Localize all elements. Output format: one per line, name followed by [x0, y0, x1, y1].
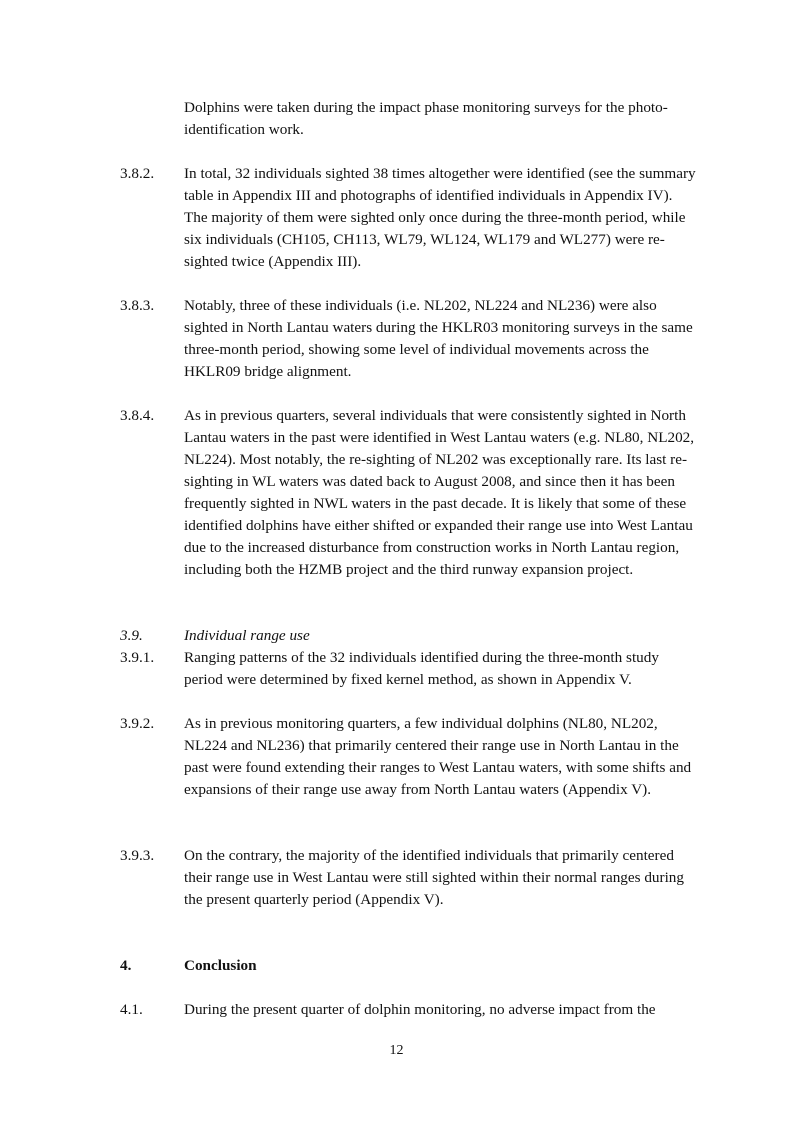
paragraph-3-8-4 [120, 405, 720, 581]
section-heading-4 [120, 955, 720, 977]
section-heading-3-9 [120, 625, 720, 647]
paragraph-text: As in previous quarters, several individuals that were consistently sighted in North Lantau waters in the past were identified in West Lantau waters (e.g. NL80, NL202, NL224). Most notably, the re-sighting of NL202 was exceptionally rare. Its last re-sighting in WL waters was dated back to August 2008, and since then it has been frequently sighted in NWL waters in the past decade. It is likely that some of these identified dolphins have either shifted or expanded their range use into West Lantau due to the increased disturbance from construction works in North Lantau region, including both the HZMB project and the third runway expansion project. [184, 407, 695, 578]
paragraph-3-9-3 [120, 845, 720, 911]
paragraph-text: On the contrary, the majority of the identified individuals that primarily centered their range use in West Lantau were still sighted within their normal ranges during the present quarterly period (Appendix V). [184, 847, 684, 908]
paragraph-3-9-2 [120, 713, 720, 801]
paragraph-text: Ranging patterns of the 32 individuals identified during the three-month study period were determined by fixed kernel method, as shown in Appendix V. [184, 649, 659, 688]
paragraph-text: In total, 32 individuals sighted 38 times altogether were identified (see the summary table in Appendix III and photographs of identified individuals in Appendix IV). The majority of them were sighted only once during the three-month period, while six individuals (CH105, CH113, WL79, WL124, WL179 and WL277) were re-sighted twice (Appendix III). [184, 165, 696, 270]
paragraph-number: 4.1. [120, 1001, 143, 1018]
paragraph-3-8-3 [120, 295, 720, 383]
page-number: 12 [389, 1043, 404, 1058]
intro-paragraph: Dolphins were taken during the impact phase monitoring surveys for the photo-identification work. [184, 99, 668, 138]
paragraph-text: During the present quarter of dolphin monitoring, no adverse impact from the [184, 1001, 656, 1018]
paragraph-text: As in previous monitoring quarters, a few individual dolphins (NL80, NL202, NL224 and NL236) that primarily centered their range use in North Lantau in the past were found extending their ranges to West Lantau waters, with some shifts and expansions of their range use away from North Lantau waters (Appendix V). [184, 715, 692, 798]
section-title: Conclusion [184, 957, 257, 974]
paragraph-number: 3.9.3. [120, 847, 155, 864]
paragraph-number: 3.8.2. [120, 165, 155, 182]
paragraph-3-8-2 [120, 163, 720, 273]
paragraph-number: 3.8.4. [120, 407, 155, 424]
paragraph-4-1 [120, 999, 720, 1021]
section-title: Individual range use [184, 627, 310, 644]
paragraph-text: Notably, three of these individuals (i.e. NL202, NL224 and NL236) were also sighted in North Lantau waters during the HKLR03 monitoring surveys in the same three-month period, showing some level of individual movements across the HKLR09 bridge alignment. [184, 297, 693, 380]
paragraph-number: 3.8.3. [120, 297, 155, 314]
section-number: 4. [120, 957, 132, 974]
paragraph-number: 3.9.1. [120, 649, 155, 666]
paragraph-3-9-1 [120, 647, 720, 691]
section-number: 3.9. [120, 627, 143, 644]
paragraph-number: 3.9.2. [120, 715, 155, 732]
